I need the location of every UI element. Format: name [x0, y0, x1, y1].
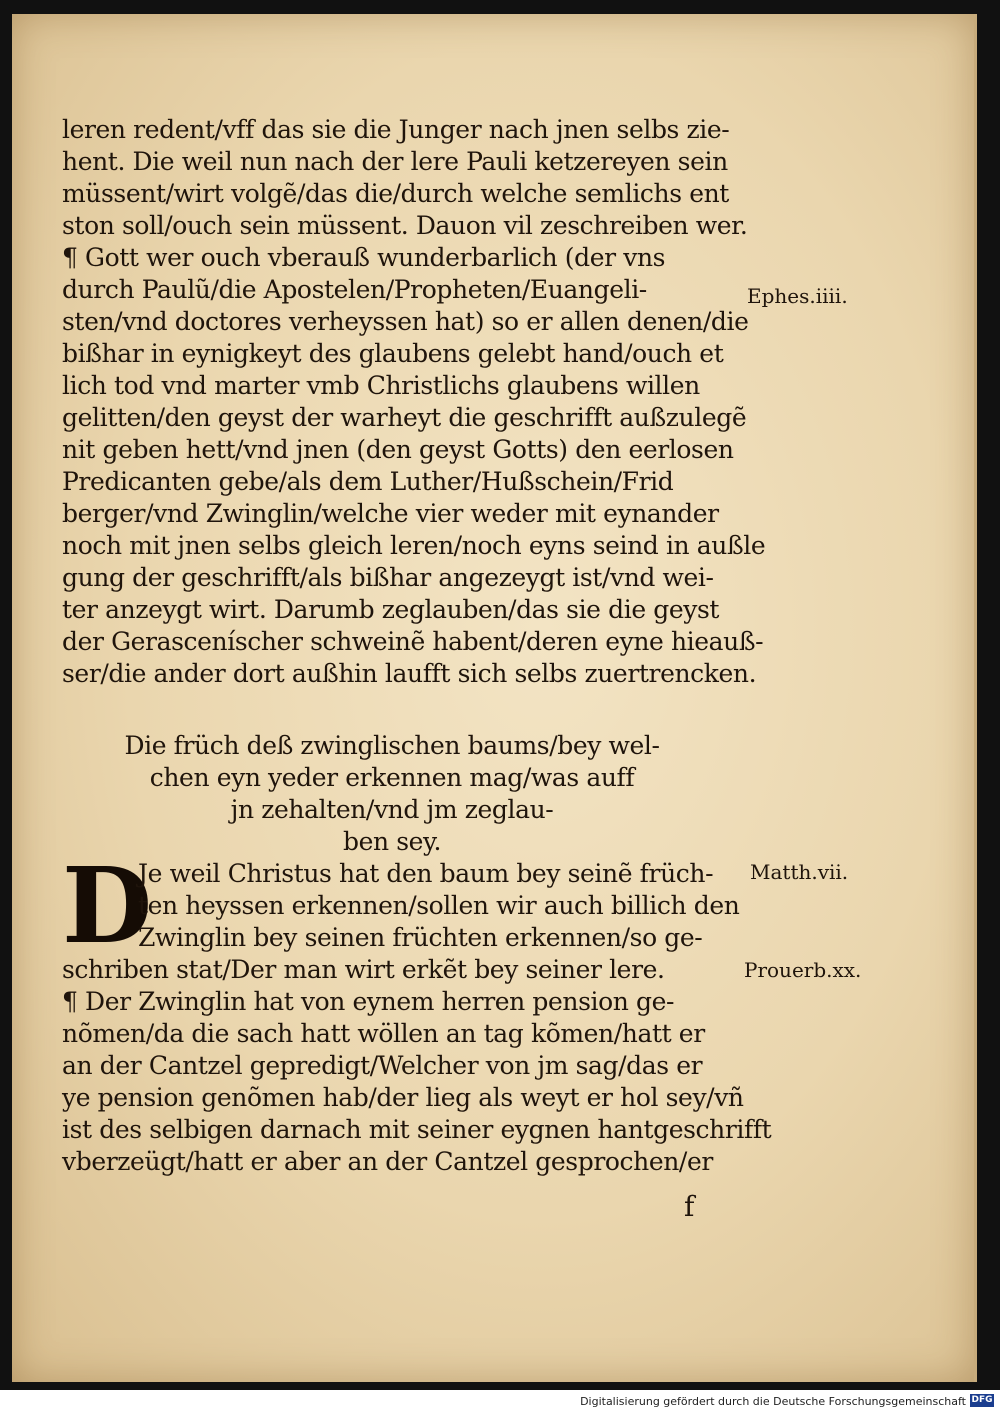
text-line: gelitten/den geyst der warheyt die geschrifft außzulegẽ	[62, 403, 747, 432]
text-line: ¶ Der Zwinglin hat von eynem herren pension ge‑	[62, 987, 675, 1016]
footer-bar	[0, 1394, 1000, 1410]
initial-paragraph	[62, 858, 762, 986]
text-line: ye pension genõmen hab/der lieg als weyt er hol sey/vñ	[62, 1083, 744, 1112]
text-line: lich tod vnd marter vmb Christlichs glaubens willen	[62, 371, 700, 400]
text-line: noch mit jnen selbs gleich leren/noch eyns seind in außle	[62, 531, 766, 560]
text-line: gung der geschrifft/als bißhar angezeygt ist/vnd wei‑	[62, 563, 714, 592]
text-line: nõmen/da die sach hatt wöllen an tag kõmen/hatt er	[62, 1019, 705, 1048]
section-gap	[62, 690, 762, 730]
text-line: schriben stat/Der man wirt erkẽt bey seiner lere.	[62, 955, 665, 984]
page-text	[62, 114, 772, 1178]
book-page	[12, 14, 977, 1382]
text-line: ter anzeygt wirt. Darumb zeglauben/das sie die geyst	[62, 595, 720, 624]
text-line: ist des selbigen darnach mit seiner eygnen hantgeschrifft	[62, 1115, 772, 1144]
initial-paragraph-lines	[62, 858, 762, 986]
paragraph-bottom	[62, 986, 772, 1178]
text-line: der Gerasceníscher schweinẽ habent/deren eyne hieauß‑	[62, 627, 764, 656]
footer-credit: Digitalisierung gefördert durch die Deutsche Forschungsgemeinschaft	[580, 1395, 966, 1408]
text-line: sten/vnd doctores verheyssen hat) so er allen denen/die	[62, 307, 749, 336]
heading-line: Die früch deß zwinglischen baums/bey wel‑	[124, 731, 660, 760]
section-heading	[62, 730, 762, 858]
text-line: berger/vnd Zwinglin/welche vier weder mit eynander	[62, 499, 719, 528]
text-line: durch Paulũ/die Apostelen/Propheten/Euangeli‑	[62, 275, 647, 304]
text-line: Zwinglin bey seinen früchten erkennen/so ge‑	[138, 923, 703, 952]
text-line: nit geben hett/vnd jnen (den geyst Gotts) den eerlosen	[62, 435, 734, 464]
text-line: Predicanten gebe/als dem Luther/Hußschein/Frid	[62, 467, 674, 496]
text-line: müssent/wirt volgẽ/das die/durch welche semlichs ent	[62, 179, 729, 208]
text-line: ser/die ander dort außhin laufft sich selbs zuertrencken.	[62, 659, 757, 688]
heading-line: jn zehalten/vnd jm zeglau‑	[230, 795, 554, 824]
signature-mark: f	[684, 1190, 695, 1223]
margin-note-ephesians: Ephes.iiii.	[747, 284, 848, 308]
text-line: ston soll/ouch sein müssent. Dauon vil zeschreiben wer.	[62, 211, 748, 240]
margin-note-proverbs: Prouerb.xx.	[744, 958, 862, 982]
decorated-initial: D	[62, 858, 152, 967]
text-line: leren redent/vff das sie die Junger nach jnen selbs zie‑	[62, 115, 730, 144]
heading-line: ben sey.	[342, 827, 442, 856]
text-line: hent. Die weil nun nach der lere Pauli ketzereyen sein	[62, 147, 728, 176]
text-line: ¶ Gott wer ouch vberauß wunderbarlich (der vns	[62, 243, 666, 272]
dfg-logo: DFG	[971, 1395, 993, 1405]
heading-line: chen eyn yeder erkennen mag/was auff	[149, 763, 635, 792]
text-line: an der Cantzel gepredigt/Welcher von jm sag/das er	[62, 1051, 703, 1080]
paragraph-top	[62, 114, 766, 690]
text-line: bißhar in eynigkeyt des glaubens gelebt hand/ouch et	[62, 339, 724, 368]
text-line: vberzeügt/hatt er aber an der Cantzel gesprochen/er	[62, 1147, 713, 1176]
text-line: ten heyssen erkennen/sollen wir auch billich den	[138, 891, 740, 920]
margin-note-matthew: Matth.vii.	[750, 860, 849, 884]
text-line: Je weil Christus hat den baum bey seinẽ früch‑	[138, 859, 714, 888]
